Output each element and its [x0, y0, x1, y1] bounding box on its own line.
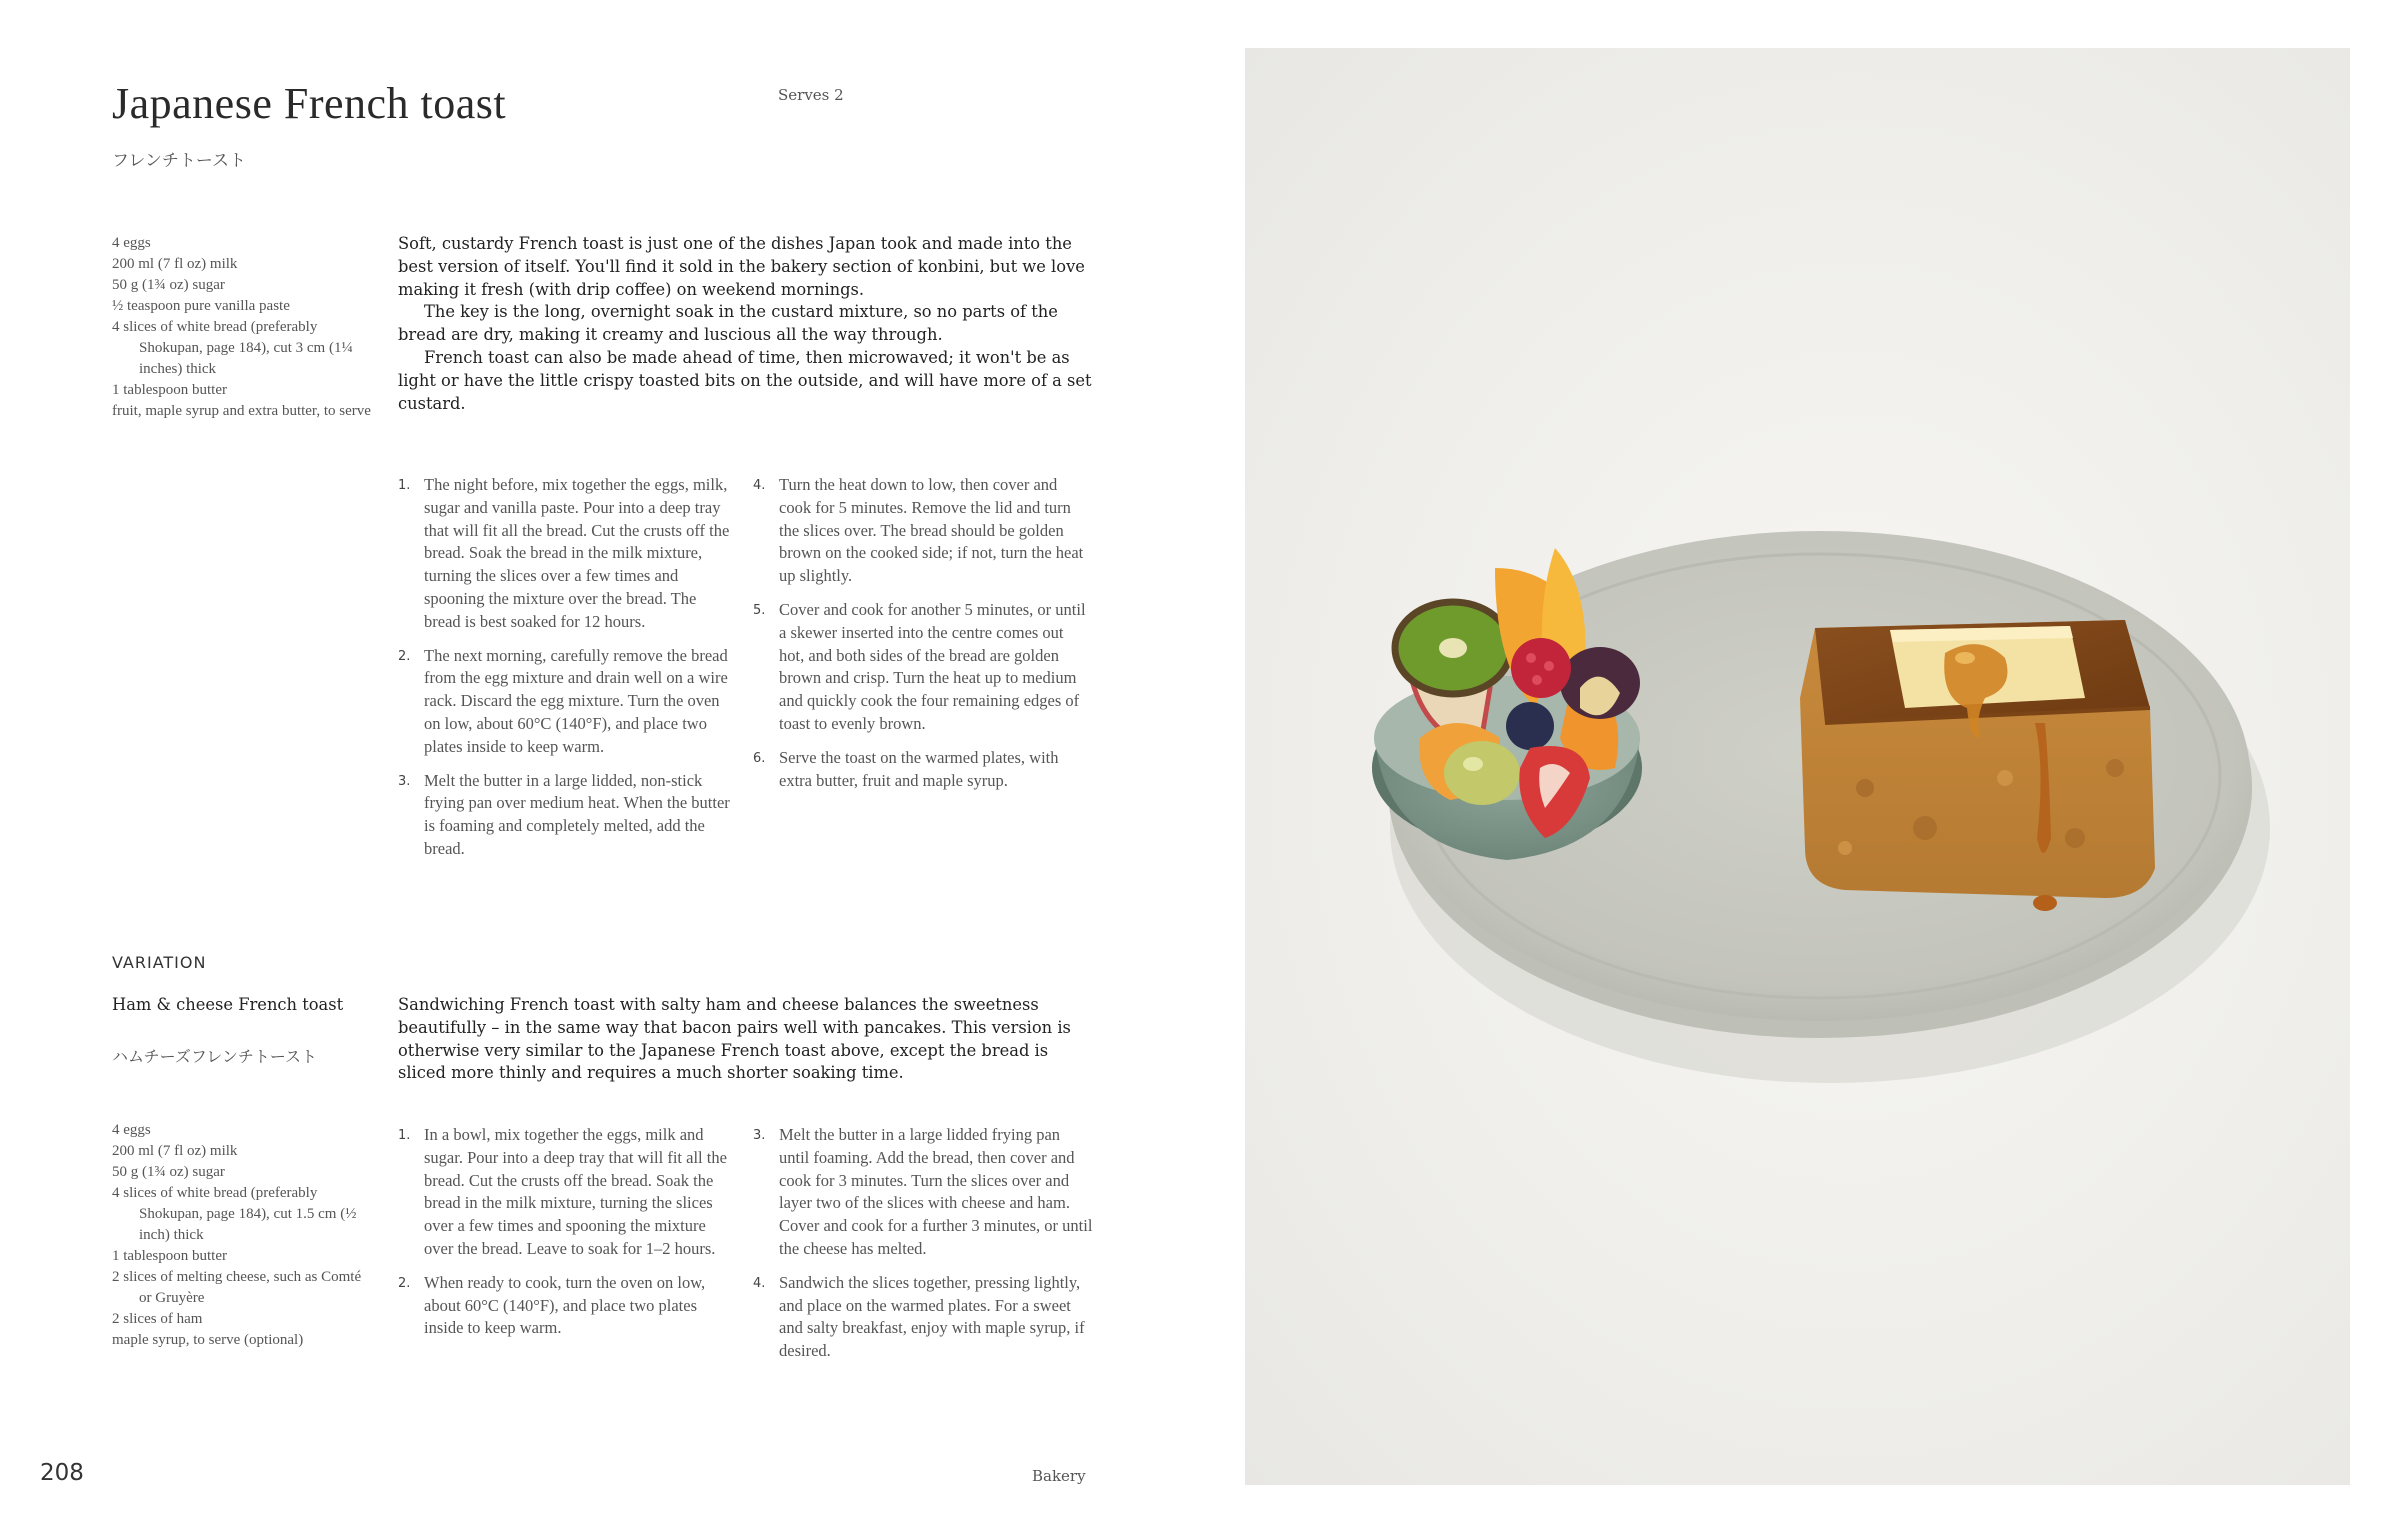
method-step — [753, 599, 1088, 736]
ingredient-item: maple syrup, to serve (optional) — [112, 1332, 304, 1348]
intro-paragraph: French toast can also be made ahead of time, then microwaved; it won't be as light or have the little crispy toasted bits on the outside, and will have more of a set custard. — [398, 347, 1092, 413]
step-number: 4. — [753, 478, 766, 493]
step-text: Serve the toast on the warmed plates, with extra butter, fruit and maple syrup. — [779, 747, 1059, 790]
method-step — [398, 474, 733, 634]
ingredient-item: 1 tablespoon butter — [112, 1248, 227, 1264]
ingredient-item: 50 g (1¾ oz) sugar — [112, 277, 225, 293]
method-step — [753, 1272, 1093, 1363]
step-number: 4. — [753, 1275, 766, 1291]
method-step — [398, 770, 733, 861]
method-step — [398, 1272, 733, 1340]
ingredient-item: 200 ml (7 fl oz) milk — [112, 256, 238, 272]
step-text: Cover and cook for another 5 minutes, or until a skewer inserted into the centre comes out hot, and both sides of the bread are golden brown and crisp. Turn the heat up to medium and quickly cook the four remaining edges of toast to evenly brown. — [779, 599, 1086, 733]
method-step — [398, 1124, 733, 1261]
method-step — [753, 1124, 1093, 1261]
variation-method-column-left — [398, 1124, 733, 1351]
step-text: In a bowl, mix together the eggs, milk and sugar. Pour into a deep tray that will fit all the bread. Cut the crusts off the bread. Soak the bread in the milk mixture, turning the slices over a few times and spooning the mixture over the bread. Leave to soak for 1–2 hours. — [424, 1125, 727, 1258]
ingredient-item: 2 slices of melting cheese, such as Comté or Gruyère — [112, 1269, 362, 1306]
step-number: 2. — [398, 1275, 411, 1291]
ingredients-list — [112, 233, 372, 422]
ingredient-item: 50 g (1¾ oz) sugar — [112, 1164, 225, 1180]
ingredient-item: 2 slices of ham — [112, 1311, 203, 1327]
raspberry — [1511, 638, 1571, 698]
variation-intro-paragraph: Sandwiching French toast with salty ham and cheese balances the sweetness beautifully – in the same way that bacon pairs well with pancakes. This version is otherwise very similar to the Japanese French toast above, except the bread is sliced more thinly and requires a much shorter soaking time. — [398, 995, 1071, 1083]
recipe-intro — [398, 233, 1098, 415]
step-text: Melt the butter in a large lidded, non-stick frying pan over medium heat. When the butter is foaming and completely melted, add the bread. — [424, 770, 730, 858]
step-text: The next morning, carefully remove the bread from the egg mixture and drain well on a wire rack. Discard the egg mixture. Turn the oven on low, about 60°C (140°F), and place two plates inside to keep warm. — [424, 645, 728, 756]
method-step — [753, 747, 1088, 793]
blueberry — [1506, 702, 1554, 750]
method-column-left — [398, 474, 733, 872]
variation-ingredients-list — [112, 1120, 372, 1351]
ingredient-item: ½ teaspoon pure vanilla paste — [112, 298, 290, 314]
method-column-right — [753, 474, 1088, 803]
step-text: Sandwich the slices together, pressing lightly, and place on the warmed plates. For a sweet and salty breakfast, enjoy with maple syrup, if desired. — [779, 1272, 1085, 1361]
kiwi-core — [1439, 638, 1467, 658]
ingredient-item: 1 tablespoon butter — [112, 382, 227, 398]
ingredient-item: fruit, maple syrup and extra butter, to serve — [112, 403, 371, 419]
page-number: 208 — [40, 1460, 84, 1486]
grape — [1444, 741, 1520, 805]
section-name: Bakery — [1032, 1467, 1086, 1485]
intro-paragraph: The key is the long, overnight soak in the custard mixture, so no parts of the bread are dry, making it creamy and luscious all the way through. — [398, 302, 1058, 345]
step-text: Melt the butter in a large lidded frying pan until foaming. Add the bread, then cover and cook for 3 minutes. Turn the slices over and layer two of the slices with cheese and ham. Cover and cook for a further 3 minutes, or until the cheese has melted. — [779, 1125, 1093, 1258]
serves-count: Serves 2 — [778, 86, 844, 104]
ingredient-item: 4 eggs — [112, 235, 151, 251]
method-step — [753, 474, 1088, 588]
step-text: Turn the heat down to low, then cover and cook for 5 minutes. Remove the lid and turn the slices over. The bread should be golden brown on the cooked side; if not, turn the heat up slightly. — [779, 475, 1084, 586]
variation-intro — [398, 994, 1098, 1085]
variation-title: Ham & cheese French toast — [112, 995, 344, 1014]
variation-label: VARIATION — [112, 953, 207, 972]
food-photo — [1245, 48, 2350, 1485]
step-number: 5. — [753, 602, 766, 618]
step-number: 6. — [753, 750, 766, 766]
recipe-japanese-title: フレンチトースト — [112, 151, 247, 171]
intro-paragraph: Soft, custardy French toast is just one of the dishes Japan took and made into the best version of itself. You'll find it sold in the bakery section of konbini, but we love making it fresh (with drip coffee) on weekend mornings. — [398, 234, 1085, 299]
step-number: 1. — [398, 1128, 411, 1143]
ingredient-item: 4 slices of white bread (preferably Shokupan, page 184), cut 3 cm (1¼ inches) thick — [112, 319, 353, 377]
method-step — [398, 645, 733, 759]
step-number: 3. — [753, 1128, 766, 1143]
step-number: 1. — [398, 478, 411, 493]
ingredient-item: 200 ml (7 fl oz) milk — [112, 1143, 238, 1159]
food-photo-illustration — [1245, 48, 2350, 1485]
variation-japanese-title: ハムチーズフレンチトースト — [112, 1047, 318, 1066]
syrup-drip — [2033, 895, 2057, 911]
step-number: 2. — [398, 648, 411, 664]
step-number: 3. — [398, 773, 411, 789]
ingredient-item: 4 eggs — [112, 1122, 151, 1138]
variation-method-column-right — [753, 1124, 1093, 1374]
step-text: When ready to cook, turn the oven on low, about 60°C (140°F), and place two plates inside to keep warm. — [424, 1272, 706, 1338]
step-text: The night before, mix together the eggs, milk, sugar and vanilla paste. Pour into a deep tray that will fit all the bread. Cut the crusts off the bread. Soak the bread in the milk mixture, turning the slices over a few times and spooning the mixture over the bread. The bread is best soaked for 12 hours. — [424, 475, 730, 631]
ingredient-item: 4 slices of white bread (preferably Shokupan, page 184), cut 1.5 cm (½ inch) thick — [112, 1185, 357, 1243]
recipe-title: Japanese French toast — [112, 79, 507, 128]
